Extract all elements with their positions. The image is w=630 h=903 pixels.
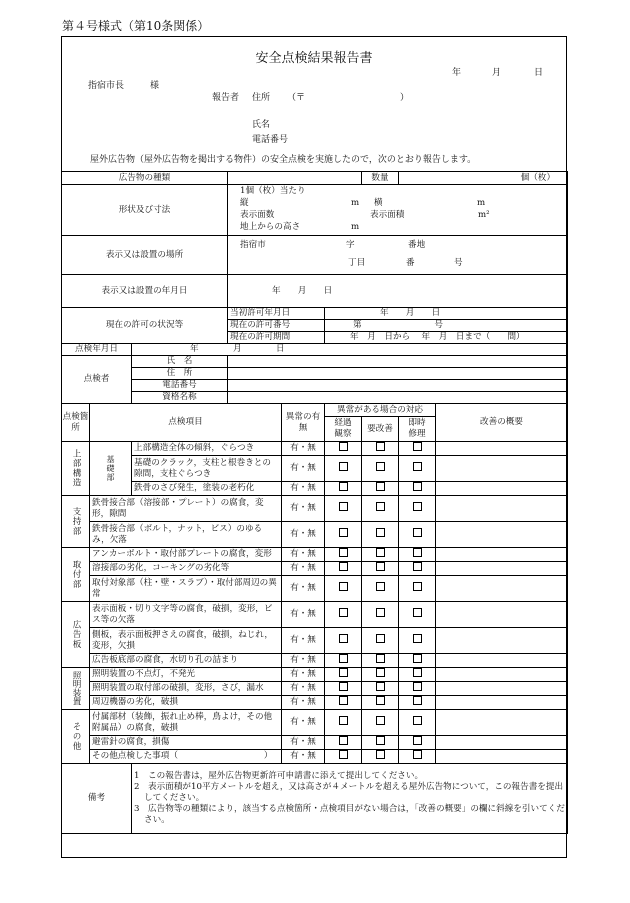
qty-label: 数量	[362, 172, 399, 185]
yn-toggle[interactable]: 有・無	[282, 736, 325, 750]
inspection-table	[61, 171, 568, 834]
repair-checkbox[interactable]	[399, 562, 436, 576]
first-permit-date[interactable]: 年 月 日	[325, 308, 568, 320]
improve-checkbox[interactable]	[362, 442, 399, 456]
table-row	[62, 736, 568, 750]
observe-checkbox[interactable]	[325, 668, 362, 682]
vertical-label: 縦	[240, 198, 249, 208]
yn-toggle[interactable]: 有・無	[282, 562, 325, 576]
col-summary: 改善の概要	[436, 404, 568, 442]
info-row-shape	[62, 185, 568, 236]
yn-toggle[interactable]: 有・無	[282, 710, 325, 736]
improve-checkbox[interactable]	[362, 456, 399, 482]
yn-toggle[interactable]: 有・無	[282, 496, 325, 522]
yn-toggle[interactable]: 有・無	[282, 548, 325, 562]
remark-note-3: 3 広告物等の種類により，該当する点検箇所・点検項目がない場合は，「改善の概要」の欄に斜線を引いてください。	[134, 804, 565, 825]
permit-no-go: 号	[434, 320, 443, 330]
date-day[interactable]: 日	[534, 68, 544, 78]
repair-checkbox[interactable]	[399, 548, 436, 562]
observe-checkbox[interactable]	[325, 682, 362, 696]
observe-checkbox[interactable]	[325, 696, 362, 710]
permit-no-value[interactable]	[325, 320, 568, 332]
summary-cell[interactable]	[436, 750, 568, 764]
type-label: 広告物の種類	[62, 172, 228, 185]
section-label: 広告板	[62, 602, 90, 668]
inspection-date-label: 点検年月日	[62, 344, 132, 356]
ban-label: 番	[406, 258, 415, 268]
per-unit-label: 1個（枚）当たり	[240, 186, 306, 196]
permit-label: 現在の許可の状況等	[62, 308, 228, 344]
report-form	[61, 36, 567, 858]
repair-checkbox[interactable]	[399, 496, 436, 522]
col-observe: 経過観察	[325, 417, 362, 442]
inspector-row-address	[62, 368, 568, 380]
item-text: 避雷針の腐食，損傷	[90, 736, 282, 750]
postal-open[interactable]: （〒	[287, 93, 306, 103]
repair-checkbox[interactable]	[399, 668, 436, 682]
repair-checkbox[interactable]	[399, 682, 436, 696]
yn-toggle[interactable]: 有・無	[282, 654, 325, 668]
repair-checkbox[interactable]	[399, 736, 436, 750]
remarks-label: 備考	[62, 764, 132, 834]
table-row	[62, 442, 568, 456]
chome-label: 丁目	[348, 258, 366, 268]
item-text: アンカーボルト・取付部プレートの腐食，変形	[90, 548, 282, 562]
horizontal-label: 横	[374, 198, 383, 208]
item-text: 照明装置の取付部の破損，変形，さび，漏水	[90, 682, 282, 696]
col-improve: 要改善	[362, 417, 399, 442]
table-row	[62, 750, 568, 764]
inspection-date-row	[62, 344, 568, 356]
item-text: 鉄骨のさび発生，塗装の老朽化	[132, 482, 282, 496]
item-text: 照明装置の不点灯，不発光	[90, 668, 282, 682]
inspector-name-value[interactable]	[228, 356, 568, 368]
observe-checkbox[interactable]	[325, 456, 362, 482]
period-to: 年 月 日まで（ 間）	[421, 332, 525, 342]
summary-cell[interactable]	[436, 576, 568, 602]
item-text: 上部構造全体の傾斜，ぐらつき	[132, 442, 282, 456]
height-label: 地上からの高さ	[240, 222, 301, 232]
shape-label: 形状及び寸法	[62, 185, 228, 236]
observe-checkbox[interactable]	[325, 482, 362, 496]
postal-close: ）	[400, 93, 410, 103]
repair-checkbox[interactable]	[399, 456, 436, 482]
observe-checkbox[interactable]	[325, 548, 362, 562]
addressee-label: 指宿市長	[88, 81, 125, 91]
place-value[interactable]	[228, 236, 568, 275]
form-number-label: 第４号様式（第10条関係）	[62, 19, 210, 33]
aza-label: 字	[346, 240, 355, 250]
area-label: 表示面積	[370, 210, 405, 220]
observe-checkbox[interactable]	[325, 710, 362, 736]
yn-toggle[interactable]: 有・無	[282, 522, 325, 548]
improve-checkbox[interactable]	[362, 522, 399, 548]
summary-cell[interactable]	[436, 456, 568, 482]
vertical-unit: m	[351, 198, 360, 208]
yn-toggle[interactable]: 有・無	[282, 696, 325, 710]
first-permit-label: 当初許可年月日	[228, 308, 325, 320]
table-row	[62, 482, 568, 496]
table-row	[62, 576, 568, 602]
summary-cell[interactable]	[436, 496, 568, 522]
city-label: 指宿市	[240, 240, 266, 250]
table-row	[62, 668, 568, 682]
inspector-field-name: 氏 名	[132, 356, 228, 368]
summary-cell[interactable]	[436, 562, 568, 576]
improve-checkbox[interactable]	[362, 654, 399, 668]
repair-checkbox[interactable]	[399, 522, 436, 548]
observe-checkbox[interactable]	[325, 576, 362, 602]
yn-toggle[interactable]: 有・無	[282, 576, 325, 602]
item-text: 鉄骨接合部（溶接部・プレート）の腐食，変形，隙間	[90, 496, 282, 522]
summary-cell[interactable]	[436, 442, 568, 456]
period-from: 年 月 日から	[350, 332, 411, 342]
item-text: 周辺機器の劣化，破損	[90, 696, 282, 710]
repair-checkbox[interactable]	[399, 482, 436, 496]
yn-toggle[interactable]: 有・無	[282, 456, 325, 482]
install-label: 表示又は設置の年月日	[62, 275, 228, 308]
qty-unit[interactable]: 個（枚）	[399, 172, 568, 185]
repair-checkbox[interactable]	[399, 602, 436, 628]
table-row	[62, 496, 568, 522]
section-label: 支持部	[62, 496, 90, 548]
item-text: 付属部材（装飾，振れ止め棒，鳥よけ，その他附属品）の腐食，破損	[90, 710, 282, 736]
column-header-row-1	[62, 404, 568, 417]
yn-toggle[interactable]: 有・無	[282, 602, 325, 628]
inspector-field-qualification: 資格名称	[132, 392, 228, 404]
go-label: 号	[454, 258, 463, 268]
repair-checkbox[interactable]	[399, 654, 436, 668]
summary-cell[interactable]	[436, 522, 568, 548]
improve-checkbox[interactable]	[362, 682, 399, 696]
col-item: 点検項目	[90, 404, 282, 442]
observe-checkbox[interactable]	[325, 628, 362, 654]
summary-cell[interactable]	[436, 628, 568, 654]
table-row	[62, 562, 568, 576]
improve-checkbox[interactable]	[362, 602, 399, 628]
repair-checkbox[interactable]	[399, 442, 436, 456]
section-label: 上部構造	[62, 442, 90, 496]
summary-cell[interactable]	[436, 696, 568, 710]
table-row	[62, 548, 568, 562]
summary-cell[interactable]	[436, 710, 568, 736]
improve-checkbox[interactable]	[362, 696, 399, 710]
table-row	[62, 456, 568, 482]
period-value[interactable]	[325, 332, 568, 344]
table-row	[62, 710, 568, 736]
table-row	[62, 696, 568, 710]
item-text: 側板，表示面板押さえの腐食，破損，ねじれ，変形，欠損	[90, 628, 282, 654]
improve-checkbox[interactable]	[362, 628, 399, 654]
table-row	[62, 602, 568, 628]
remarks-notes	[132, 764, 568, 834]
table-row	[62, 654, 568, 668]
improve-checkbox[interactable]	[362, 576, 399, 602]
col-abnormal: 異常の有無	[282, 404, 325, 442]
improve-checkbox[interactable]	[362, 710, 399, 736]
table-row	[62, 682, 568, 696]
yn-toggle[interactable]: 有・無	[282, 628, 325, 654]
info-row-first-permit	[62, 308, 568, 320]
item-text: 表示面板・切り文字等の腐食，破損，変形，ビス等の欠落	[90, 602, 282, 628]
item-text: 鉄骨接合部（ボルト，ナット，ビス）のゆるみ，欠落	[90, 522, 282, 548]
improve-checkbox[interactable]	[362, 548, 399, 562]
permit-no-label: 現在の許可番号	[228, 320, 325, 332]
section-sublabel: 基礎部	[90, 442, 132, 496]
item-text: 基礎のクラック，支柱と根巻きとの隙間，支柱ぐらつき	[132, 456, 282, 482]
faces-label: 表示面数	[240, 210, 275, 220]
item-text: 溶接部の劣化，コーキングの劣化等	[90, 562, 282, 576]
info-row-type	[62, 172, 568, 185]
col-response-group: 異常がある場合の対応	[325, 404, 436, 417]
yn-toggle[interactable]: 有・無	[282, 682, 325, 696]
repair-checkbox[interactable]	[399, 696, 436, 710]
summary-cell[interactable]	[436, 668, 568, 682]
yn-toggle[interactable]: 有・無	[282, 442, 325, 456]
permit-no-dai: 第	[353, 320, 362, 330]
info-row-install	[62, 275, 568, 308]
table-row	[62, 628, 568, 654]
inspector-field-phone: 電話番号	[132, 380, 228, 392]
form-title: 安全点検結果報告書	[255, 51, 373, 66]
summary-cell[interactable]	[436, 736, 568, 750]
item-text[interactable]: その他点検した事項（ ）	[90, 750, 282, 764]
section-label: 照明装置	[62, 668, 90, 710]
yn-toggle[interactable]: 有・無	[282, 482, 325, 496]
observe-checkbox[interactable]	[325, 602, 362, 628]
remarks-row	[62, 764, 568, 834]
date-month[interactable]: 月	[492, 68, 502, 78]
improve-checkbox[interactable]	[362, 562, 399, 576]
improve-checkbox[interactable]	[362, 736, 399, 750]
addressee-honorific: 様	[150, 81, 160, 91]
item-text: 取付対象部（柱・壁・スラブ）・取付部周辺の異常	[90, 576, 282, 602]
name-label[interactable]: 氏名	[252, 120, 271, 130]
inspector-qualification-value[interactable]	[228, 392, 568, 404]
date-year[interactable]: 年	[452, 68, 462, 78]
repair-checkbox[interactable]	[399, 710, 436, 736]
inspector-address-value[interactable]	[228, 368, 568, 380]
summary-cell[interactable]	[436, 548, 568, 562]
table-row	[62, 522, 568, 548]
remark-note-1: 1 この報告書は，屋外広告物更新許可申請書に添えて提出してください。	[134, 771, 424, 781]
type-value[interactable]	[228, 172, 362, 185]
summary-cell[interactable]	[436, 682, 568, 696]
observe-checkbox[interactable]	[325, 442, 362, 456]
col-repair: 即時修理	[399, 417, 436, 442]
info-row-place	[62, 236, 568, 275]
improve-checkbox[interactable]	[362, 668, 399, 682]
period-label: 現在の許可期間	[228, 332, 325, 344]
summary-cell[interactable]	[436, 654, 568, 668]
horizontal-unit: m	[477, 198, 486, 208]
area-unit: m²	[478, 210, 490, 220]
install-date[interactable]: 年 月 日	[228, 275, 568, 308]
form-header	[62, 37, 566, 171]
inspector-phone-value[interactable]	[228, 380, 568, 392]
observe-checkbox[interactable]	[325, 562, 362, 576]
observe-checkbox[interactable]	[325, 736, 362, 750]
item-text: 広告板底部の腐食，水切り孔の詰まり	[90, 654, 282, 668]
remark-note-2: 2 表示面積が10平方メートルを超え，又は高さが４メートルを超える屋外広告物について，この報告書を提出してください。	[134, 782, 564, 803]
observe-checkbox[interactable]	[325, 654, 362, 668]
yn-toggle[interactable]: 有・無	[282, 668, 325, 682]
summary-cell[interactable]	[436, 482, 568, 496]
inspector-row-name	[62, 356, 568, 368]
place-label: 表示又は設置の場所	[62, 236, 228, 275]
observe-checkbox[interactable]	[325, 522, 362, 548]
phone-label[interactable]: 電話番号	[252, 135, 289, 145]
section-label: 取付部	[62, 548, 90, 602]
intro-text: 屋外広告物（屋外広告物を掲出する物件）の安全点検を実施したので，次のとおり報告します。	[90, 155, 477, 165]
inspector-label: 点検者	[62, 356, 132, 404]
repair-checkbox[interactable]	[399, 576, 436, 602]
repair-checkbox[interactable]	[399, 750, 436, 764]
improve-checkbox[interactable]	[362, 482, 399, 496]
repair-checkbox[interactable]	[399, 628, 436, 654]
inspector-field-address: 住 所	[132, 368, 228, 380]
improve-checkbox[interactable]	[362, 496, 399, 522]
reporter-label: 報告者	[212, 93, 240, 103]
height-unit: m	[351, 222, 360, 232]
observe-checkbox[interactable]	[325, 496, 362, 522]
inspection-date-value[interactable]: 年 月 日	[132, 344, 568, 356]
improve-checkbox[interactable]	[362, 750, 399, 764]
col-location: 点検箇所	[62, 404, 90, 442]
section-label: その他	[62, 710, 90, 764]
inspector-row-phone	[62, 380, 568, 392]
inspector-row-qualification	[62, 392, 568, 404]
shape-value[interactable]	[228, 185, 568, 236]
summary-cell[interactable]	[436, 602, 568, 628]
banchi-label: 番地	[408, 240, 426, 250]
observe-checkbox[interactable]	[325, 750, 362, 764]
yn-toggle[interactable]: 有・無	[282, 750, 325, 764]
address-label: 住所	[252, 93, 271, 103]
